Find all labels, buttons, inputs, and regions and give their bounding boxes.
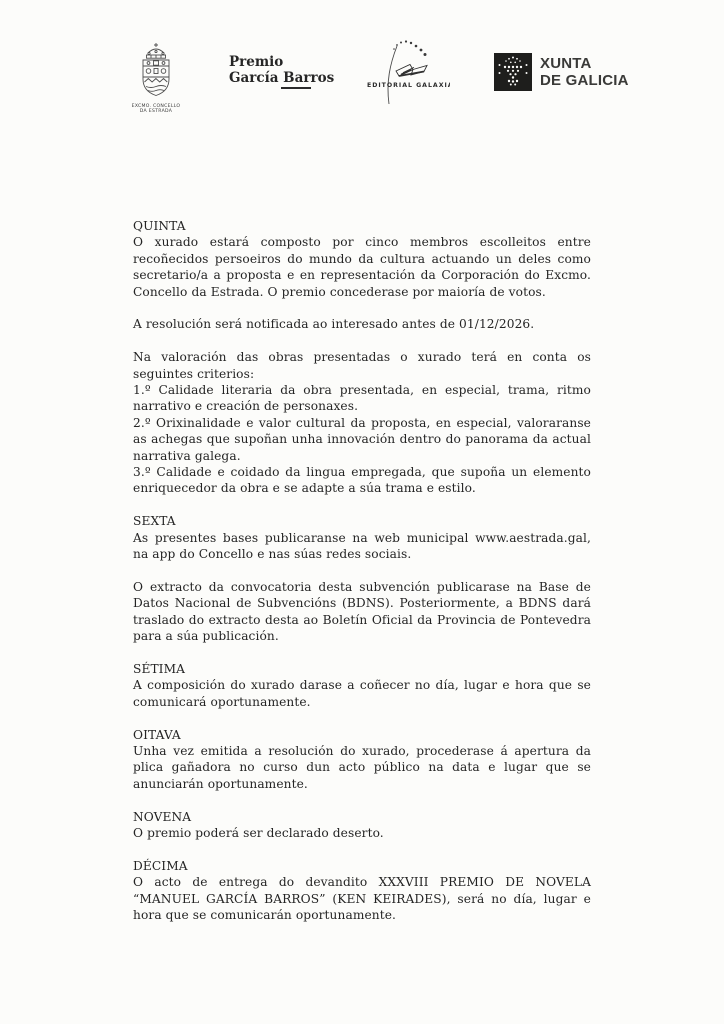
- concello-caption-line1: EXCMO. CONCELLO: [131, 104, 181, 109]
- concello-caption-line2: DA ESTRADA: [139, 109, 173, 115]
- premio-line1: Premio: [229, 54, 284, 70]
- paragraph-group: [133, 579, 591, 645]
- logo-concello-da-estrada: [130, 42, 182, 115]
- galaxia-caption: EDITORIAL GALAXIA: [367, 82, 450, 89]
- paragraph-group: [133, 825, 591, 841]
- document-section: [133, 661, 591, 710]
- paragraph: O acto de entrega do devandito XXXVIII PREMIO DE NOVELA “MANUEL GARCÍA BARROS” (KEN KEIRADES), será no día, lugar e hora que se comunicarán oportunamente.: [133, 875, 591, 922]
- paragraph: O premio poderá ser declarado deserto.: [133, 825, 384, 840]
- document-section: [133, 727, 591, 793]
- concello-crest-icon: [133, 42, 179, 98]
- document-section: [133, 218, 591, 497]
- section-heading: SEXTA: [133, 514, 176, 529]
- paragraph-group: [133, 349, 591, 497]
- paragraph: 3.º Calidade e coidado da lingua empregada, que supoña un elemento enriquecedor da obra e se adapte a súa trama e estilo.: [133, 465, 591, 496]
- paragraph: A resolución será notificada ao interesado antes de 01/12/2026.: [133, 317, 535, 332]
- paragraph: A composición do xurado darase a coñecer no día, lugar e hora que se comunicará oportunamente.: [133, 678, 591, 709]
- section-heading: QUINTA: [133, 219, 186, 233]
- premio-line2: García Barros: [229, 69, 335, 86]
- paragraph-group: [133, 316, 591, 332]
- paragraph-group: [133, 677, 591, 710]
- logo-premio-garcia-barros: [229, 54, 335, 89]
- xunta-line2: DE GALICIA: [540, 72, 629, 89]
- paragraph-group: [133, 234, 591, 300]
- section-heading: DÉCIMA: [133, 858, 188, 873]
- document-sections: [133, 218, 591, 923]
- paragraph-group: [133, 530, 591, 563]
- paragraph: As presentes bases publicaranse na web municipal www.aestrada.gal, na app do Concello e nas súas redes sociais.: [133, 530, 591, 562]
- paragraph: O extracto da convocatoria desta subvención publicarase na Base de Datos Nacional de Subvencións (BDNS). Posteriormente, a BDNS dará traslado do extracto desta ao Boletín Oficial da Provincia de Pontevedra para a súa publicación.: [133, 579, 591, 644]
- paragraph: O xurado estará composto por cinco membros escolleitos entre recoñecidos persoeiros do mundo da cultura actuando un deles como secretario/a a proposta e en representación da Corporación do Excmo. Concello da Estrada. O premio concederase por maioría de votos.: [133, 235, 591, 299]
- xunta-line1: XUNTA: [540, 55, 592, 72]
- document-section: [133, 809, 591, 842]
- galaxia-mark-icon: [366, 36, 450, 108]
- paragraph: 1.º Calidade literaria da obra presentada, en especial, trama, ritmo narrativo e creación de personaxes.: [133, 383, 591, 414]
- paragraph-group: [133, 743, 591, 792]
- logo-editorial-galaxia: [366, 36, 450, 112]
- paragraph: Na valoración das obras presentadas o xurado terá en conta os seguintes criterios:: [133, 350, 591, 381]
- document-section: [133, 513, 591, 644]
- paragraph-group: [133, 874, 591, 923]
- barros-underline: [281, 87, 311, 89]
- section-heading: OITAVA: [133, 727, 181, 742]
- section-heading: NOVENA: [133, 809, 192, 824]
- xunta-emblem-icon: [494, 53, 532, 91]
- logo-xunta-de-galicia: [494, 53, 629, 91]
- paragraph: Unha vez emitida a resolución do xurado, procederase á apertura da plica gañadora no curso dun acto público na data e lugar que se anunciarán oportunamente.: [133, 743, 591, 791]
- section-heading: SÉTIMA: [133, 661, 186, 676]
- document-section: [133, 858, 591, 924]
- paragraph: 2.º Orixinalidade e valor cultural da proposta, en especial, valoraranse as achegas que supoñan unha innovación dentro do panorama da actual narrativa galega.: [133, 415, 591, 463]
